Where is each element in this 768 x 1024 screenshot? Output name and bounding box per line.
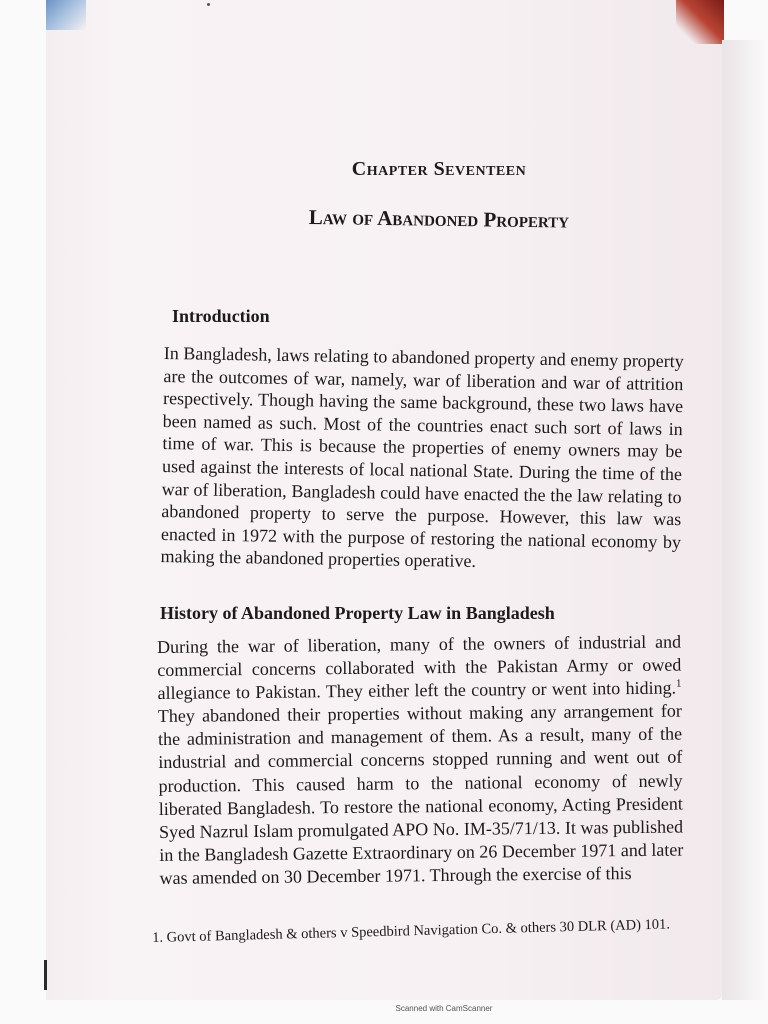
- history-text-part-2: They abandoned their properties without making any arrangement for the administration and management of them. As a result, many of the industrial and commercial concerns stopped running and went out of production. This caused harm to the national economy of newly liberated Bangladesh. To restore the national economy, Acting President Syed Nazrul Islam promulgated APO No. IM-35/71/13. It was published in the Bangladesh Gazette Extraordinary on 26 December 1971 and later was amended on 30 December 1971. Through the exercise of this: [157, 700, 684, 888]
- chapter-title: Law of Abandoned Property: [308, 204, 570, 233]
- introduction-paragraph: In Bangladesh, laws relating to abandoned property and enemy property are the outcomes of war, namely, war of liberation and war of attrition respectively. Though having the same background, these two laws have been named as such. Most of the countries enact such sort of laws in time of war. This is because the properties of enemy owners may be used against the interests of local national State. During the time of the war of liberation, Bangladesh could have enacted the the law relating to abandoned property to serve the purpose. However, this law was enacted in 1972 with the purpose of restoring the national economy by making the abandoned properties operative.: [160, 342, 684, 572]
- section-heading-history: History of Abandoned Property Law in Bangladesh: [160, 603, 555, 623]
- dust-speck: [207, 3, 210, 6]
- history-text-part-1: During the war of liberation, many of the owners of industrial and commercial concerns collaborated with the Pakistan Army or owed allegiance to Pakistan. They either left the country or went into hiding.: [157, 631, 682, 704]
- book-cover-corner-left: [46, 0, 86, 30]
- history-paragraph: [157, 631, 684, 891]
- footnote-reference: 1: [675, 677, 682, 690]
- book-cover-corner-right: [676, 0, 724, 44]
- page-edge-shadow: [722, 40, 768, 1000]
- scanner-watermark: Scanned with CamScanner: [395, 1004, 493, 1013]
- chapter-number: Chapter Seventeen: [351, 158, 527, 180]
- page-edge-mark: [44, 960, 47, 990]
- section-heading-introduction: Introduction: [172, 306, 270, 326]
- footnote: 1. Govt of Bangladesh & others v Speedbird Navigation Co. & others 30 DLR (AD) 101.: [152, 916, 671, 946]
